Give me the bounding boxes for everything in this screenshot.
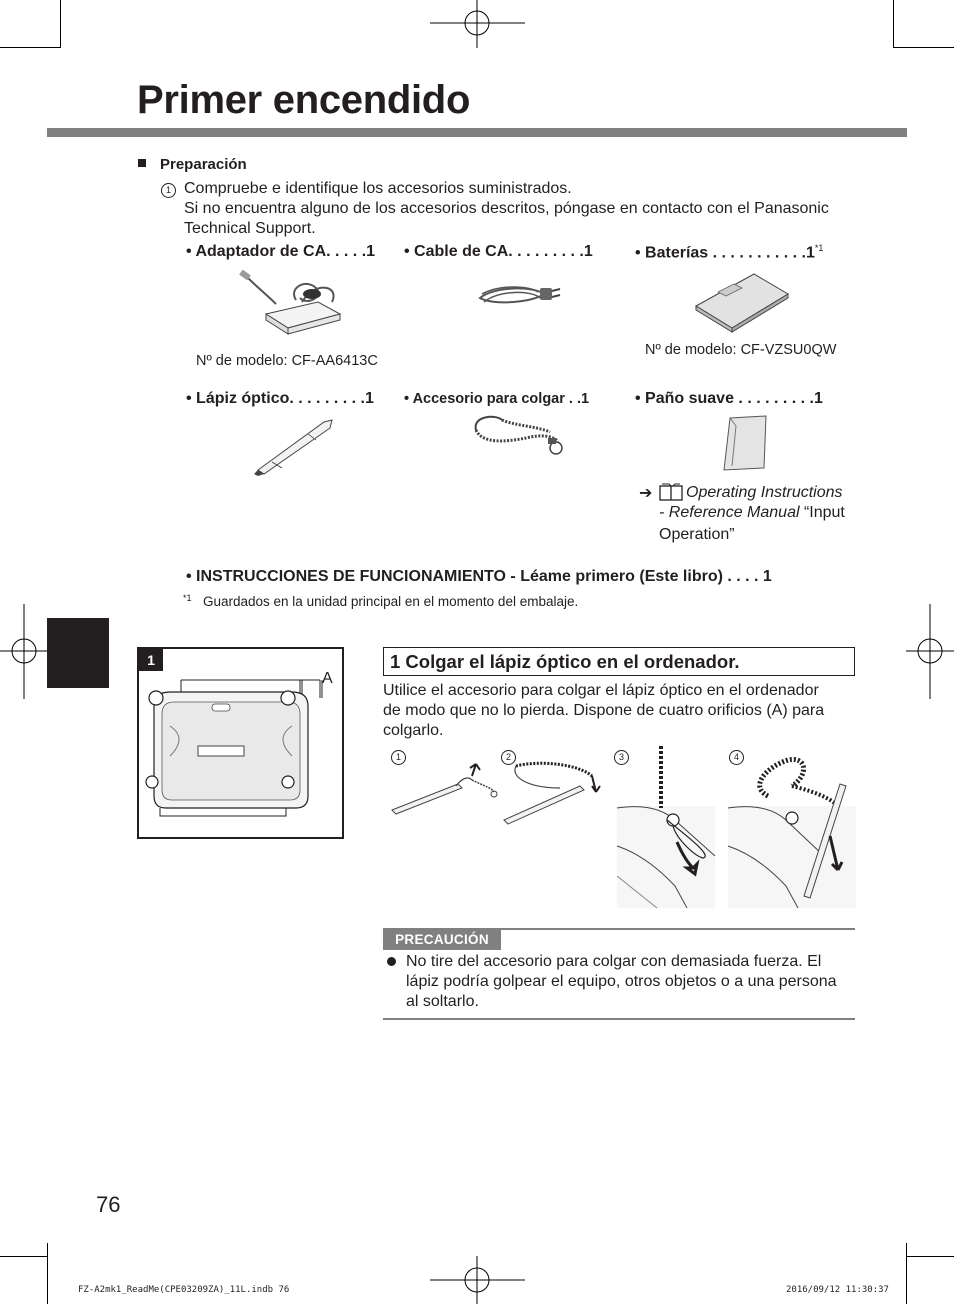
crop-mark bbox=[893, 47, 954, 48]
caution-bottom-rule bbox=[383, 1018, 855, 1020]
accessory-label-cloth: • Paño suave . . . . . . . . .1 bbox=[635, 390, 823, 407]
preparation-heading-text: Preparación bbox=[160, 156, 247, 173]
step-1-heading: 1 Colgar el lápiz óptico en el ordenador. bbox=[390, 651, 740, 672]
ac-adapter-icon bbox=[236, 268, 356, 340]
substep-1-illustration bbox=[388, 758, 498, 818]
crop-mark bbox=[0, 1256, 48, 1257]
title-rule bbox=[47, 128, 907, 137]
step-1-text-3: colgarlo. bbox=[383, 722, 444, 739]
crop-mark bbox=[60, 0, 61, 48]
substep-3-illustration bbox=[617, 746, 715, 908]
accessory-label-ac-cable: • Cable de CA. . . . . . . . .1 bbox=[404, 243, 593, 260]
caution-text-1: No tire del accesorio para colgar con demasiada fuerza. El bbox=[406, 953, 822, 970]
step-marker bbox=[161, 180, 176, 200]
caution-label: PRECAUCIÓN bbox=[383, 930, 501, 950]
square-bullet-icon bbox=[138, 159, 146, 167]
circled-number: 3 bbox=[614, 750, 629, 765]
label-a: A bbox=[322, 670, 333, 687]
step-text-2: Si no encuentra alguno de los accesorios descritos, póngase en contacto con el Panasonic bbox=[184, 200, 829, 217]
section-tab bbox=[47, 618, 109, 688]
step-text-3: Technical Support. bbox=[184, 220, 316, 237]
accessory-label-tether: • Accesorio para colgar . .1 bbox=[404, 391, 590, 407]
soft-cloth-icon bbox=[720, 414, 770, 472]
page-title: Primer encendido bbox=[137, 78, 471, 122]
substep-4-illustration bbox=[728, 746, 856, 908]
crop-mark bbox=[893, 0, 894, 48]
footnote-ref: *1 bbox=[814, 243, 824, 253]
step-text-1: Compruebe e identifique los accesorios suministrados. bbox=[184, 180, 572, 197]
footer-file: FZ-A2mk1_ReadMe(CPE03209ZA)_11L.indb 76 bbox=[78, 1285, 290, 1295]
step-1-text-1: Utilice el accesorio para colgar el lápiz óptico en el ordenador bbox=[383, 682, 819, 699]
circled-number: 2 bbox=[501, 750, 516, 765]
step-1-heading-box bbox=[383, 647, 855, 676]
page-number: 76 bbox=[96, 1192, 121, 1217]
crop-mark bbox=[0, 47, 61, 48]
ac-adapter-model: Nº de modelo: CF-AA6413C bbox=[196, 353, 378, 369]
substep-2-illustration bbox=[500, 758, 610, 828]
caution-text-2: lápiz podría golpear el equipo, otros objetos o a una persona bbox=[406, 973, 837, 990]
accessory-label-battery bbox=[635, 243, 823, 262]
reference-section: “Input bbox=[799, 504, 845, 521]
bullet-icon bbox=[387, 957, 396, 966]
figure-number: 1 bbox=[139, 649, 163, 671]
circled-number: 1 bbox=[161, 183, 176, 198]
crop-mark bbox=[906, 1243, 907, 1304]
stylus-pen-icon bbox=[252, 416, 336, 476]
registration-mark-top bbox=[430, 0, 525, 48]
manual-book-icon bbox=[659, 483, 683, 501]
tablet-back-illustration bbox=[140, 676, 340, 834]
registration-mark-right bbox=[906, 604, 954, 699]
accessory-label-stylus: • Lápiz óptico. . . . . . . . .1 bbox=[186, 390, 374, 407]
registration-mark-bottom bbox=[430, 1256, 525, 1304]
battery-label-text: • Baterías . . . . . . . . . . .1 bbox=[635, 244, 815, 262]
reference-arrow: ➔ bbox=[639, 485, 653, 502]
reference-line-2 bbox=[659, 503, 845, 523]
reference-manual-name[interactable]: - Reference Manual bbox=[659, 504, 800, 521]
footnote-text: Guardados en la unidad principal en el momento del embalaje. bbox=[203, 594, 579, 609]
registration-mark-left bbox=[0, 604, 48, 699]
reference-line-3: Operation” bbox=[659, 526, 735, 543]
ac-cable-icon bbox=[474, 280, 564, 314]
step-1-text-2: de modo que no lo pierda. Dispone de cuatro orificios (A) para bbox=[383, 702, 825, 719]
preparation-heading bbox=[138, 156, 247, 173]
accessory-label-ac-adapter: • Adaptador de CA. . . . .1 bbox=[186, 243, 376, 260]
footnote-marker: *1 bbox=[183, 593, 192, 603]
tether-icon bbox=[466, 412, 570, 462]
battery-icon bbox=[694, 270, 790, 332]
crop-mark bbox=[906, 1256, 954, 1257]
instructions-item: • INSTRUCCIONES DE FUNCIONAMIENTO - Léame primero (Este libro) . . . . 1 bbox=[186, 568, 772, 585]
circled-number: 4 bbox=[729, 750, 744, 765]
crop-mark bbox=[47, 1243, 48, 1304]
reference-title[interactable]: Operating Instructions bbox=[686, 484, 843, 501]
caution-text-3: al soltarlo. bbox=[406, 993, 479, 1010]
battery-model: Nº de modelo: CF-VZSU0QW bbox=[645, 342, 837, 358]
circled-number: 1 bbox=[391, 750, 406, 765]
footer-timestamp: 2016/09/12 11:30:37 bbox=[786, 1285, 889, 1295]
